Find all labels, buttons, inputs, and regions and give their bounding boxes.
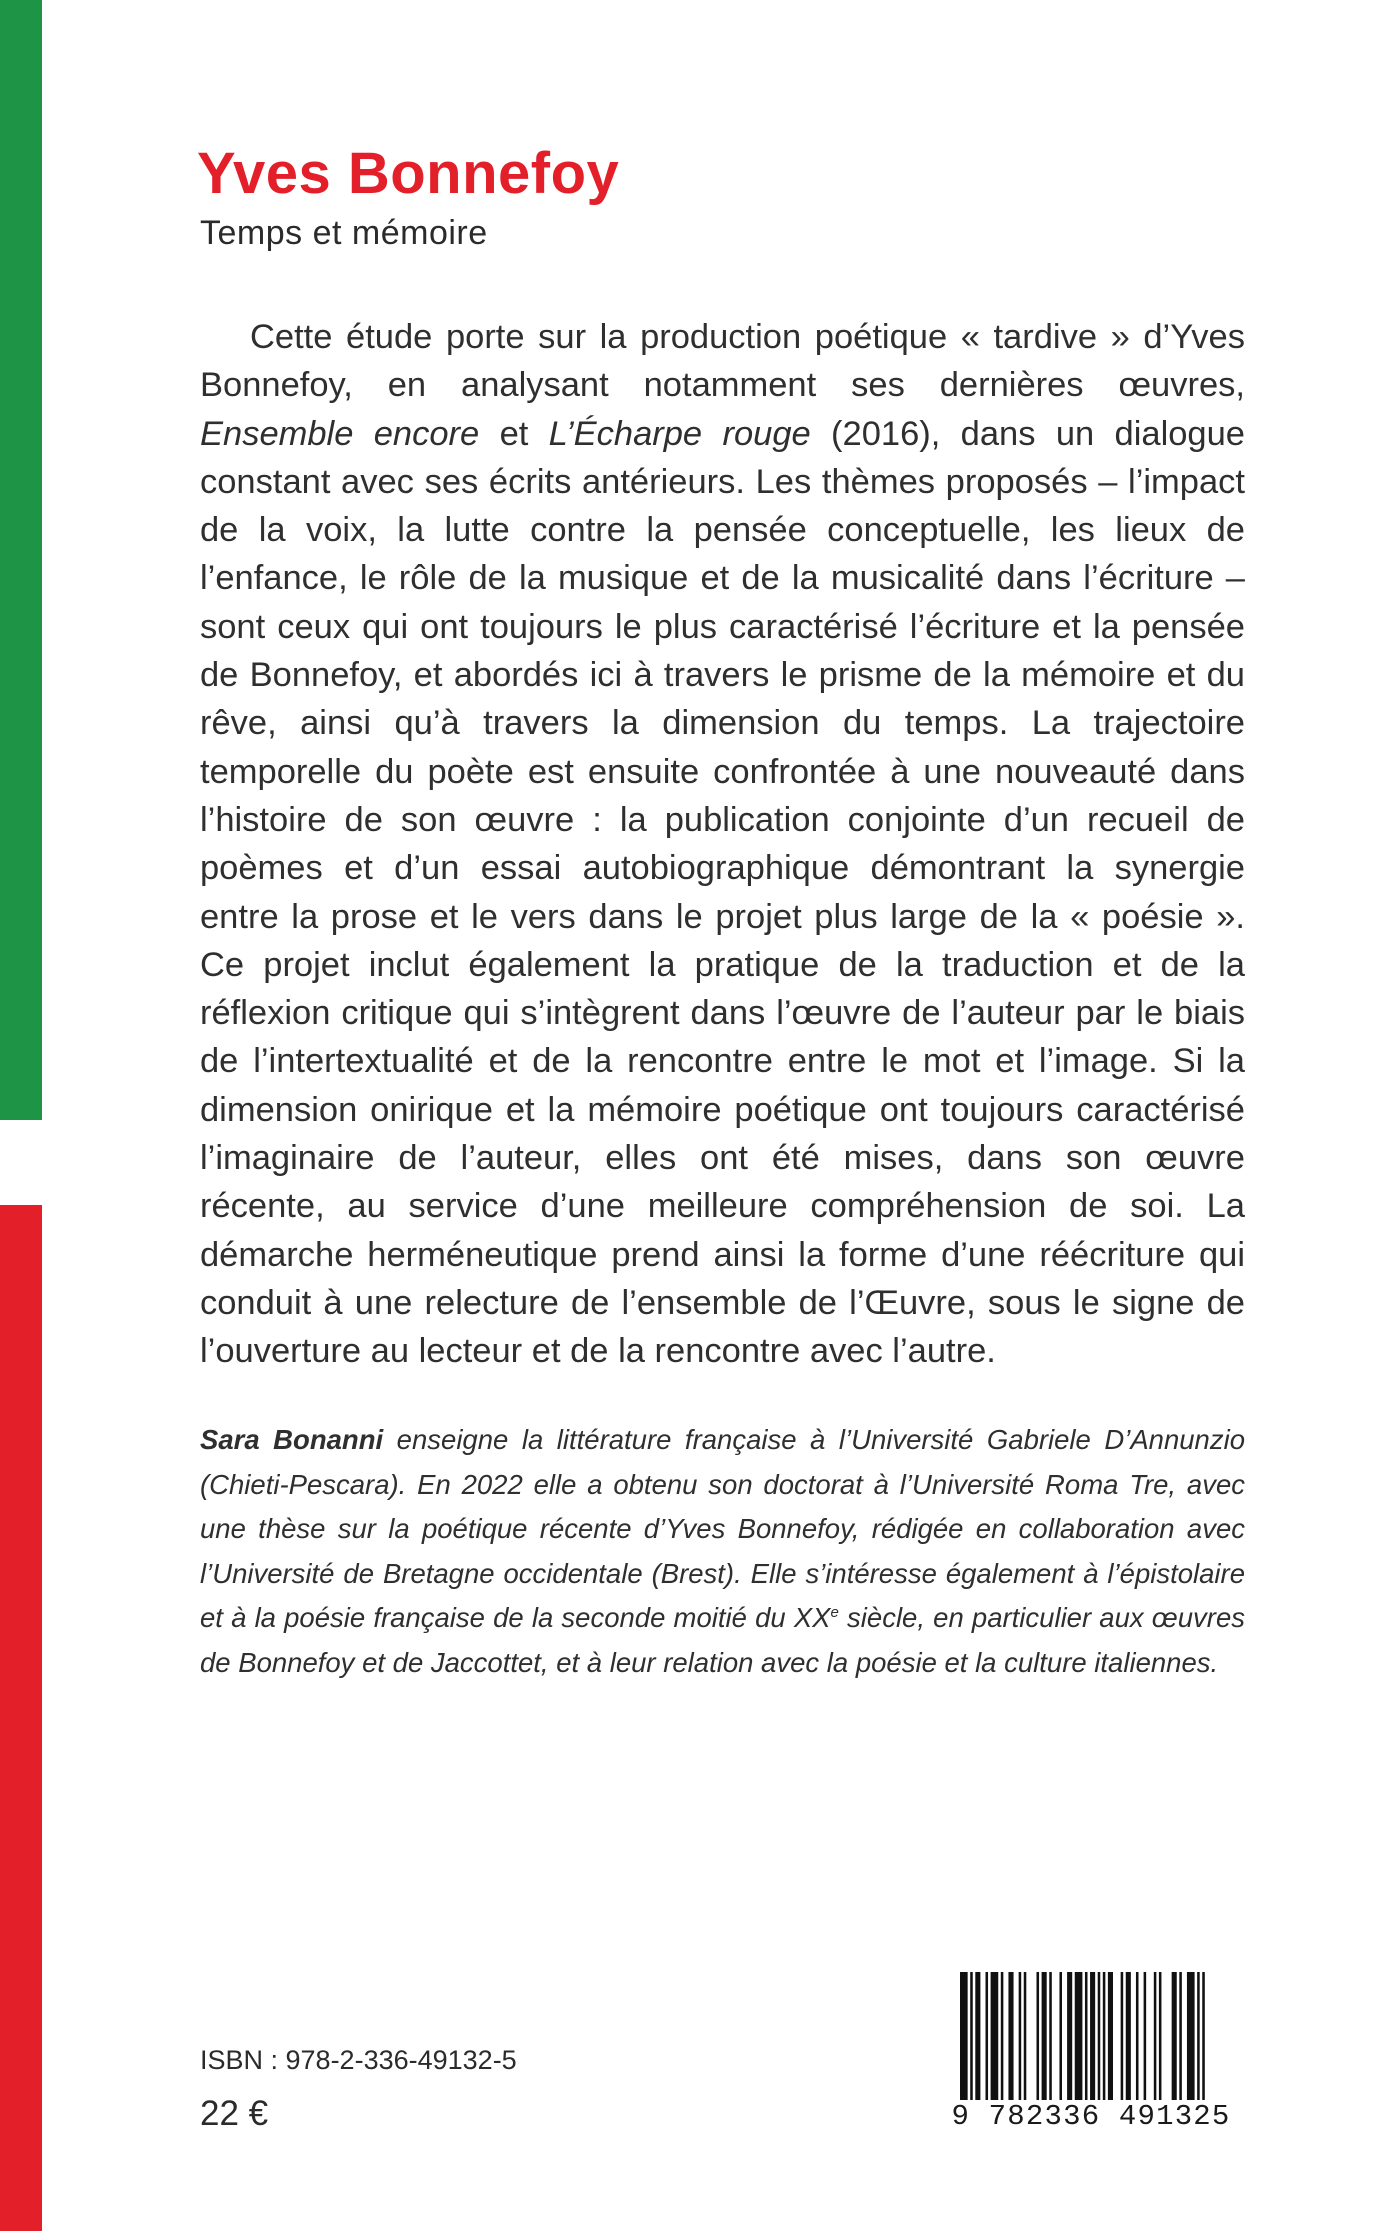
bio-text-1: enseigne la littérature française à l’Université Gabriele D’Annunzio (Chieti-Pescara). En 2022 elle a obtenu son doctorat à l’Université Roma Tre, avec une thèse sur la poétique récente d’Yves Bonnefoy, rédigée en collaboration avec l’Université de Bretagne occidentale (Brest). Elle s’intéresse également à l’épistolaire et à la poésie française de la seconde moitié du XX (200, 1424, 1245, 1633)
barcode-digits: 9 782336 491325 (946, 2100, 1236, 2133)
summary-paragraph (200, 313, 1245, 1376)
barcode-bar (1049, 1972, 1052, 2107)
barcode-bar (1103, 1972, 1106, 2107)
author-name: Sara Bonanni (200, 1424, 384, 1455)
barcode-bar (1179, 1972, 1182, 2107)
barcode-bar (1075, 1972, 1083, 2107)
barcode-bar (986, 1972, 989, 2107)
barcode-bar (991, 1972, 999, 2107)
barcode-bar (1136, 1972, 1139, 2107)
barcode-bar (1042, 1972, 1047, 2107)
isbn: ISBN : 978-2-336-49132-5 (200, 2045, 517, 2075)
barcode-bar (975, 1972, 980, 2107)
barcode-bar (1019, 1972, 1022, 2107)
book-subtitle: Temps et mémoire (200, 214, 488, 252)
red-band (0, 1205, 42, 2231)
barcode-bar (1121, 1972, 1124, 2107)
barcode-bar (1159, 1972, 1162, 2107)
author-bio (200, 1418, 1245, 1685)
book-title: Yves Bonnefoy (197, 141, 620, 206)
barcode-bar (1144, 1972, 1147, 2107)
barcode-bar (1008, 1972, 1013, 2107)
work-title-echarpe-rouge: L’Écharpe rouge (548, 414, 811, 453)
barcode-bar (1126, 1972, 1131, 2107)
barcode-bar (1067, 1972, 1072, 2107)
barcode-bar (1202, 1972, 1205, 2107)
barcode-bar (1187, 1972, 1195, 2107)
barcode (946, 1972, 1236, 2132)
barcode-bar (1108, 1972, 1113, 2107)
barcode-bar (1172, 1972, 1177, 2107)
summary-text-3: (2016), dans un dialogue constant avec ses écrits antérieurs. Les thèmes proposés – l’impact de la voix, la lutte contre la pensée conceptuelle, les lieux de l’enfance, le rôle de la musique et de la musicalité dans l’écriture – sont ceux qui ont toujours le plus caractérisé l’écriture et la pensée de Bonnefoy, et abordés ici à travers le prisme de la mémoire et du rêve, ainsi qu’à travers la dimension du temps. La trajectoire temporelle du poète est ensuite confrontée à une nouveauté dans l’histoire de son œuvre : la publication conjointe d’un recueil de poèmes et d’un essai autobiographique démontrant la synergie entre la prose et le vers dans le projet plus large de la « poésie ». Ce projet inclut également la pratique de la traduction et de la réflexion critique qui s’intègrent dans l’œuvre de l’auteur par le biais de l’intertextualité et de la rencontre entre le mot et l’image. Si la dimension onirique et la mémoire poétique ont toujours caractérisé l’imaginaire de l’auteur, elles ont été mises, dans son œuvre récente, au service d’une meilleure compréhension de soi. La démarche herméneutique prend ainsi la forme d’une réécriture qui conduit à une relecture de l’ensemble de l’Œuvre, sous le signe de l’ouverture au lecteur et de la rencontre avec l’autre. (200, 414, 1245, 1371)
barcode-bar (1090, 1972, 1095, 2107)
green-band (0, 0, 42, 1120)
bio-text-2: siècle, en particulier aux œuvres de Bonnefoy et de Jaccottet, et à leur relation avec la poésie et la culture italiennes. (200, 1602, 1246, 1678)
barcode-bar (1059, 1972, 1062, 2107)
barcode-bar (1085, 1972, 1088, 2107)
summary-text-1: Cette étude porte sur la production poétique « tardive » d’Yves Bonnefoy, en analysant notamment ses dernières œuvres, (200, 318, 1245, 405)
work-title-ensemble-encore: Ensemble encore (200, 414, 480, 453)
barcode-bar (1098, 1972, 1101, 2107)
summary-text-2: et (479, 414, 549, 453)
barcode-bars (946, 1972, 1236, 2107)
barcode-bar (1154, 1972, 1157, 2107)
barcode-bar (1037, 1972, 1040, 2107)
barcode-bar (1197, 1972, 1200, 2107)
barcode-bar (960, 1972, 968, 2107)
price: 22 € (200, 2094, 269, 2133)
century-superscript: e (830, 1603, 839, 1621)
white-band (0, 1120, 42, 1205)
barcode-bar (1001, 1972, 1004, 2107)
barcode-bar (1024, 1972, 1027, 2107)
barcode-bar (970, 1972, 973, 2107)
